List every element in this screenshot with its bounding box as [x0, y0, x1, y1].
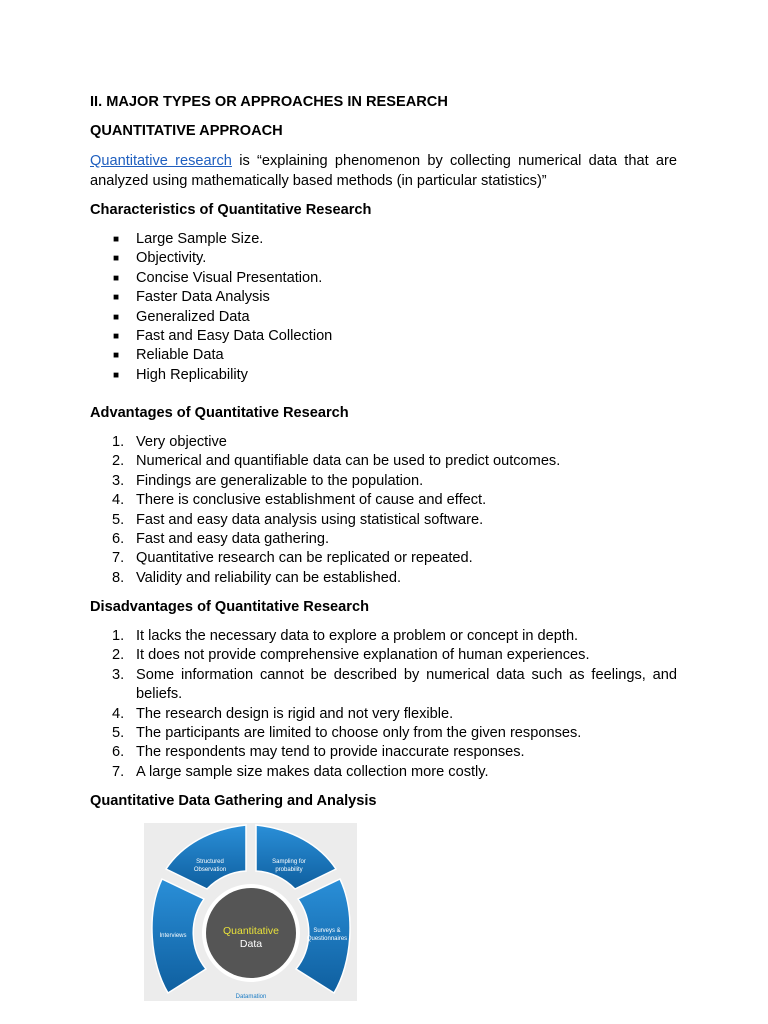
list-item: 3. Findings are generalizable to the population. — [112, 472, 424, 489]
bullet-icon: ■ — [113, 350, 120, 362]
definition-text: is “explaining phenomenon by collecting numerical data that are analyzed using mathematically based methods (in particular statistics)” — [90, 153, 678, 189]
quantitative-research-link[interactable]: Quantitative research — [90, 153, 232, 169]
sampling-label-2: probability — [275, 867, 303, 873]
interviews-label: Interviews — [159, 933, 187, 939]
list-item: ■ Concise Visual Presentation. — [90, 269, 677, 288]
surveys-label-2: Questionnaires — [306, 936, 348, 942]
list-item: 1. Very objective — [112, 434, 227, 450]
list-item: ■ Faster Data Analysis — [90, 288, 677, 307]
list-item: 8. Validity and reliability can be established. — [112, 569, 402, 586]
center-label-line1: Quantitative — [222, 925, 280, 937]
bullet-icon: ■ — [113, 369, 120, 381]
structured-label-2: Observation — [193, 867, 227, 873]
disadvantages-heading: Disadvantages of Quantitative Research — [90, 599, 369, 615]
surveys-label-1: Surveys & — [313, 928, 341, 934]
list-item: 4. The research design is rigid and not very flexible. — [112, 705, 454, 722]
list-item: 7. A large sample size makes data collection more costly. — [112, 763, 489, 780]
list-item: 4. There is conclusive establishment of cause and effect. — [112, 492, 487, 509]
bullet-icon: ■ — [113, 234, 120, 245]
section-heading-major-types: II. MAJOR TYPES OR APPROACHES IN RESEARCH — [90, 94, 448, 110]
characteristics-list — [90, 230, 677, 385]
definition-paragraph — [90, 152, 677, 191]
list-item: 5. The participants are limited to choose only from the given responses. — [112, 725, 582, 742]
bullet-icon: ■ — [113, 253, 120, 265]
list-item: 3. Some information cannot be described by numerical data such as feelings, and beliefs. — [112, 666, 677, 703]
datamation-credit: Datamation — [235, 994, 267, 1000]
sampling-label-1: Sampling for — [272, 859, 306, 865]
center-label-line2: Data — [239, 938, 263, 950]
section-heading-quantitative-approach: QUANTITATIVE APPROACH — [90, 123, 283, 139]
segment-sampling — [256, 825, 336, 889]
list-item: ■ Generalized Data — [90, 308, 677, 327]
list-item: 5. Fast and easy data analysis using statistical software. — [112, 511, 484, 528]
advantages-heading: Advantages of Quantitative Research — [90, 405, 349, 421]
list-item: ■ Reliable Data — [90, 346, 677, 365]
bullet-icon: ■ — [113, 272, 120, 284]
list-item: 2. It does not provide comprehensive explanation of human experiences. — [112, 647, 590, 664]
data-gathering-heading: Quantitative Data Gathering and Analysis — [90, 793, 377, 809]
quantitative-data-diagram — [144, 823, 357, 1001]
bullet-icon: ■ — [113, 292, 120, 304]
structured-label-1: Structured — [196, 859, 224, 865]
list-item: 7. Quantitative research can be replicated or repeated. — [112, 550, 473, 567]
list-item: ■ Large Sample Size. — [90, 230, 677, 249]
list-item: 6. Fast and easy data gathering. — [112, 531, 330, 548]
bullet-icon: ■ — [113, 311, 120, 323]
segment-structured-observation — [166, 825, 246, 889]
list-item: 1. It lacks the necessary data to explore a problem or concept in depth. — [112, 628, 579, 644]
advantages-list — [90, 433, 677, 588]
list-item: 2. Numerical and quantifiable data can be used to predict outcomes. — [112, 453, 561, 470]
list-item: 6. The respondents may tend to provide inaccurate responses. — [112, 744, 525, 761]
disadvantages-list — [90, 627, 677, 782]
characteristics-heading: Characteristics of Quantitative Research — [90, 202, 372, 218]
list-item: ■ High Replicability — [90, 366, 677, 385]
list-item: ■ Objectivity. — [90, 249, 677, 268]
bullet-icon: ■ — [113, 331, 120, 343]
list-item: ■ Fast and Easy Data Collection — [90, 327, 677, 346]
